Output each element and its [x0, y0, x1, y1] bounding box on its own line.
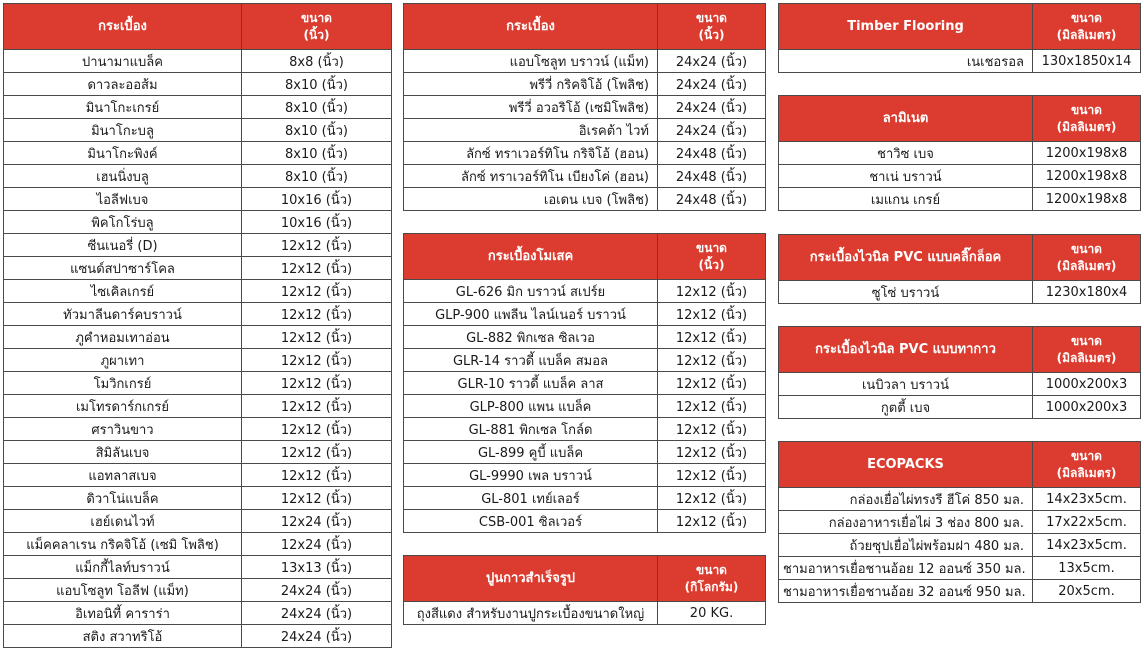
vinyl-clicklock-table — [778, 234, 1141, 304]
table-row — [779, 50, 1141, 73]
product-name: ชาเน่ บราวน์ — [779, 165, 1033, 188]
product-size: 8x8 (นิ้ว) — [242, 50, 392, 73]
product-header: กระเบื้อง — [404, 4, 658, 50]
product-name: เฮย์เดนไวท์ — [4, 510, 242, 533]
product-size: 12x12 (นิ้ว) — [242, 280, 392, 303]
product-name: ไอลีฟเบจ — [4, 188, 242, 211]
product-size: 12x12 (นิ้ว) — [242, 464, 392, 487]
table-row — [404, 188, 766, 211]
product-name: GL-881 พิกเซล โกล์ด — [404, 418, 658, 441]
product-name: มินาโกะบลู — [4, 119, 242, 142]
product-size: 10x16 (นิ้ว) — [242, 211, 392, 234]
tile-table-1 — [3, 3, 392, 648]
product-size: 12x12 (นิ้ว) — [242, 326, 392, 349]
table-row — [4, 211, 392, 234]
product-size: 1230x180x4 — [1033, 281, 1141, 304]
product-name: แอบโซลูท โอลีฟ (แม็ท) — [4, 579, 242, 602]
size-header: ขนาด (มิลลิเมตร) — [1033, 235, 1141, 281]
table-row — [779, 165, 1141, 188]
product-header: กระเบื้องไวนิล PVC แบบทากาว — [779, 327, 1033, 373]
product-name: อิเทอนิที้ คาราร่า — [4, 602, 242, 625]
product-size: 8x10 (นิ้ว) — [242, 165, 392, 188]
product-header: กระเบื้องโมเสค — [404, 234, 658, 280]
header-row — [4, 4, 392, 50]
product-name: แซนด์สปาซาร์โคล — [4, 257, 242, 280]
product-name: พรีวี่ อวอริโอ้ (เซมิโพลิช) — [404, 96, 658, 119]
table-row — [4, 556, 392, 579]
header-row — [404, 4, 766, 50]
table-row — [404, 510, 766, 533]
table-row — [404, 280, 766, 303]
product-size: 13x5cm. — [1033, 557, 1141, 580]
product-size: 12x24 (นิ้ว) — [242, 533, 392, 556]
product-name: ศราวินขาว — [4, 418, 242, 441]
product-name: เอเดน เบจ (โพลิช) — [404, 188, 658, 211]
table-row — [404, 395, 766, 418]
product-size: 14x23x5cm. — [1033, 534, 1141, 557]
product-name: GL-801 เทย์เลอร์ — [404, 487, 658, 510]
product-header: กระเบื้องไวนิล PVC แบบคลิ๊กล็อค — [779, 235, 1033, 281]
product-header: ECOPACKS — [779, 442, 1033, 488]
product-size: 12x12 (นิ้ว) — [242, 395, 392, 418]
header-row — [779, 235, 1141, 281]
table-row — [404, 464, 766, 487]
product-name: ถ้วยซุปเยื่อไผ่พร้อมฝา 480 มล. — [779, 534, 1033, 557]
product-name: GL-9990 เพล บราวน์ — [404, 464, 658, 487]
table-row — [404, 372, 766, 395]
table-row — [4, 464, 392, 487]
product-size: 8x10 (นิ้ว) — [242, 142, 392, 165]
header-row — [779, 442, 1141, 488]
product-name: GL-626 มิก บราวน์ สเปร์ย — [404, 280, 658, 303]
table-row — [404, 50, 766, 73]
size-header: ขนาด (นิ้ว) — [658, 4, 766, 50]
product-size: 12x12 (นิ้ว) — [658, 441, 766, 464]
product-size: 1200x198x8 — [1033, 188, 1141, 211]
product-size: 12x12 (นิ้ว) — [658, 326, 766, 349]
table-row — [4, 96, 392, 119]
table-row — [4, 50, 392, 73]
product-size: 12x12 (นิ้ว) — [658, 349, 766, 372]
product-size: 24x24 (นิ้ว) — [658, 73, 766, 96]
product-name: สติง สวาทริโอ้ — [4, 625, 242, 648]
header-row — [404, 234, 766, 280]
table-row — [4, 418, 392, 441]
table-row — [779, 142, 1141, 165]
table-row — [404, 303, 766, 326]
product-size: 12x12 (นิ้ว) — [658, 487, 766, 510]
table-row — [779, 281, 1141, 304]
product-size: 8x10 (นิ้ว) — [242, 119, 392, 142]
product-name: ซีนเนอรี่ (D) — [4, 234, 242, 257]
size-header: ขนาด (นิ้ว) — [242, 4, 392, 50]
table-row — [4, 234, 392, 257]
product-name: เมโทรดาร์กเกรย์ — [4, 395, 242, 418]
table-row — [4, 119, 392, 142]
product-size: 12x12 (นิ้ว) — [658, 395, 766, 418]
size-header: ขนาด (กิโลกรัม) — [658, 556, 766, 602]
product-name: กล่องอาหารเยื่อไผ่ 3 ช่อง 800 มล. — [779, 511, 1033, 534]
product-size: 24x24 (นิ้ว) — [242, 579, 392, 602]
product-name: แม็คคลาเรน กริคจิโอ้ (เซมิ โพลิช) — [4, 533, 242, 556]
product-size: 12x12 (นิ้ว) — [658, 510, 766, 533]
product-header: กระเบื้อง — [4, 4, 242, 50]
product-size: 12x12 (นิ้ว) — [242, 257, 392, 280]
product-size: 12x24 (นิ้ว) — [242, 510, 392, 533]
product-size: 10x16 (นิ้ว) — [242, 188, 392, 211]
product-name: กล่องเยื่อไผ่ทรงรี ฮีโค่ 850 มล. — [779, 488, 1033, 511]
table-row — [404, 326, 766, 349]
product-name: GLP-900 แพลีน ไลน์เนอร์ บราวน์ — [404, 303, 658, 326]
product-name: ปานามาแบล็ค — [4, 50, 242, 73]
table-row — [4, 395, 392, 418]
product-size: 12x12 (นิ้ว) — [242, 487, 392, 510]
table-row — [4, 441, 392, 464]
product-size: 12x12 (นิ้ว) — [658, 464, 766, 487]
table-row — [4, 349, 392, 372]
product-size: 12x12 (นิ้ว) — [242, 234, 392, 257]
tile-table-2 — [403, 3, 766, 211]
timber-flooring-table — [778, 3, 1141, 73]
product-size: 24x24 (นิ้ว) — [658, 96, 766, 119]
product-size: 20x5cm. — [1033, 580, 1141, 603]
size-header: ขนาด (มิลลิเมตร) — [1033, 327, 1141, 373]
product-name: กูตตี้ เบจ — [779, 396, 1033, 419]
product-size: 12x12 (นิ้ว) — [658, 418, 766, 441]
table-row — [4, 257, 392, 280]
table-row — [779, 188, 1141, 211]
table-row — [4, 303, 392, 326]
product-name: สิมิลันเบจ — [4, 441, 242, 464]
product-size: 24x48 (นิ้ว) — [658, 142, 766, 165]
size-header: ขนาด (มิลลิเมตร) — [1033, 4, 1141, 50]
table-row — [779, 488, 1141, 511]
product-name: เฮนนิ่งบลู — [4, 165, 242, 188]
table-row — [404, 119, 766, 142]
table-row — [4, 579, 392, 602]
table-row — [404, 165, 766, 188]
table-row — [404, 96, 766, 119]
product-size: 12x12 (นิ้ว) — [242, 441, 392, 464]
table-row — [4, 510, 392, 533]
table-row — [4, 142, 392, 165]
product-size: 8x10 (นิ้ว) — [242, 96, 392, 119]
product-size: 17x22x5cm. — [1033, 511, 1141, 534]
product-name: แอทลาสเบจ — [4, 464, 242, 487]
table-row — [779, 511, 1141, 534]
ecopacks-table — [778, 441, 1141, 603]
table-row — [404, 602, 766, 625]
table-row — [404, 142, 766, 165]
table-row — [779, 580, 1141, 603]
product-size: 24x24 (นิ้ว) — [658, 50, 766, 73]
table-row — [404, 418, 766, 441]
product-size: 12x12 (นิ้ว) — [658, 372, 766, 395]
product-name: เนเชอรอล — [779, 50, 1033, 73]
table-row — [779, 396, 1141, 419]
product-name: GLR-10 ราวดี้ แบล็ค ลาส — [404, 372, 658, 395]
product-size: 12x12 (นิ้ว) — [242, 303, 392, 326]
product-name: GL-882 พิกเซล ซิลเวอ — [404, 326, 658, 349]
header-row — [779, 4, 1141, 50]
product-size: 13x13 (นิ้ว) — [242, 556, 392, 579]
size-header: ขนาด (มิลลิเมตร) — [1033, 96, 1141, 142]
product-name: ดาวละออส้ม — [4, 73, 242, 96]
vinyl-gluedown-table — [778, 326, 1141, 419]
product-size: 8x10 (นิ้ว) — [242, 73, 392, 96]
table-row — [4, 372, 392, 395]
product-name: ลักซ์ ทราเวอร์ทิโน เบียงโค่ (ฮอน) — [404, 165, 658, 188]
product-size: 12x12 (นิ้ว) — [658, 303, 766, 326]
table-row — [4, 326, 392, 349]
product-name: โมวิกเกรย์ — [4, 372, 242, 395]
product-name: แม็กกี้ไลท์บราวน์ — [4, 556, 242, 579]
product-size: 130x1850x14 — [1033, 50, 1141, 73]
product-name: แอบโซลูท บราวน์ (แม็ท) — [404, 50, 658, 73]
table-row — [404, 349, 766, 372]
table-row — [4, 165, 392, 188]
product-header: ปูนกาวสำเร็จรูป — [404, 556, 658, 602]
product-size: 1000x200x3 — [1033, 396, 1141, 419]
product-name: ไซเคิลเกรย์ — [4, 280, 242, 303]
product-size: 24x48 (นิ้ว) — [658, 188, 766, 211]
table-row — [404, 441, 766, 464]
product-size: 20 KG. — [658, 602, 766, 625]
product-name: เมแกน เกรย์ — [779, 188, 1033, 211]
product-size: 1000x200x3 — [1033, 373, 1141, 396]
product-size: 12x12 (นิ้ว) — [242, 418, 392, 441]
product-name: ชามอาหารเยื่อชานอ้อย 32 ออนซ์ 950 มล. — [779, 580, 1033, 603]
table-row — [4, 487, 392, 510]
product-name: GL-899 คูบี้ แบล็ค — [404, 441, 658, 464]
product-header: ลามิเนต — [779, 96, 1033, 142]
product-name: มินาโกะเกรย์ — [4, 96, 242, 119]
table-row — [404, 487, 766, 510]
laminate-table — [778, 95, 1141, 211]
product-name: ภูผาเทา — [4, 349, 242, 372]
table-row — [4, 188, 392, 211]
product-size: 12x12 (นิ้ว) — [242, 372, 392, 395]
table-row — [4, 280, 392, 303]
product-size: 24x24 (นิ้ว) — [658, 119, 766, 142]
table-row — [404, 73, 766, 96]
header-row — [404, 556, 766, 602]
product-size: 24x48 (นิ้ว) — [658, 165, 766, 188]
product-name: CSB-001 ซิลเวอร์ — [404, 510, 658, 533]
table-row — [779, 373, 1141, 396]
product-name: ภูคำหอมเทาอ่อน — [4, 326, 242, 349]
product-name: อิเรคต้า ไวท์ — [404, 119, 658, 142]
product-size: 1200x198x8 — [1033, 142, 1141, 165]
product-name: พรีวี่ กริคจิโอ้ (โพลิช) — [404, 73, 658, 96]
product-name: GLP-800 แพน แบล็ค — [404, 395, 658, 418]
mosaic-table — [403, 233, 766, 533]
product-header: Timber Flooring — [779, 4, 1033, 50]
product-name: ทัวมาลีนดาร์คบราวน์ — [4, 303, 242, 326]
product-name: ลักซ์ ทราเวอร์ทิโน กริจิโอ้ (ฮอน) — [404, 142, 658, 165]
product-name: ชามอาหารเยื่อชานอ้อย 12 ออนซ์ 350 มล. — [779, 557, 1033, 580]
product-size: 24x24 (นิ้ว) — [242, 625, 392, 648]
product-name: มินาโกะพิงค์ — [4, 142, 242, 165]
size-header: ขนาด (นิ้ว) — [658, 234, 766, 280]
product-size: 12x12 (นิ้ว) — [658, 280, 766, 303]
product-size: 14x23x5cm. — [1033, 488, 1141, 511]
product-size: 12x12 (นิ้ว) — [242, 349, 392, 372]
table-row — [4, 602, 392, 625]
adhesive-table — [403, 555, 766, 625]
product-name: ชาวิซ เบจ — [779, 142, 1033, 165]
product-name: GLR-14 ราวดี้ แบล็ค สมอล — [404, 349, 658, 372]
product-size: 1200x198x8 — [1033, 165, 1141, 188]
product-name: พิคโกโร่บลู — [4, 211, 242, 234]
table-row — [4, 625, 392, 648]
size-header: ขนาด (มิลลิเมตร) — [1033, 442, 1141, 488]
table-row — [779, 557, 1141, 580]
product-name: เนบิวลา บราวน์ — [779, 373, 1033, 396]
product-name: ถุงสีแดง สำหรับงานปูกระเบื้องขนาดใหญ่ — [404, 602, 658, 625]
header-row — [779, 96, 1141, 142]
header-row — [779, 327, 1141, 373]
product-name: ซูโซ่ บราวน์ — [779, 281, 1033, 304]
table-row — [4, 533, 392, 556]
table-row — [4, 73, 392, 96]
table-row — [779, 534, 1141, 557]
product-size: 24x24 (นิ้ว) — [242, 602, 392, 625]
product-name: ดิวาโน่แบล็ค — [4, 487, 242, 510]
